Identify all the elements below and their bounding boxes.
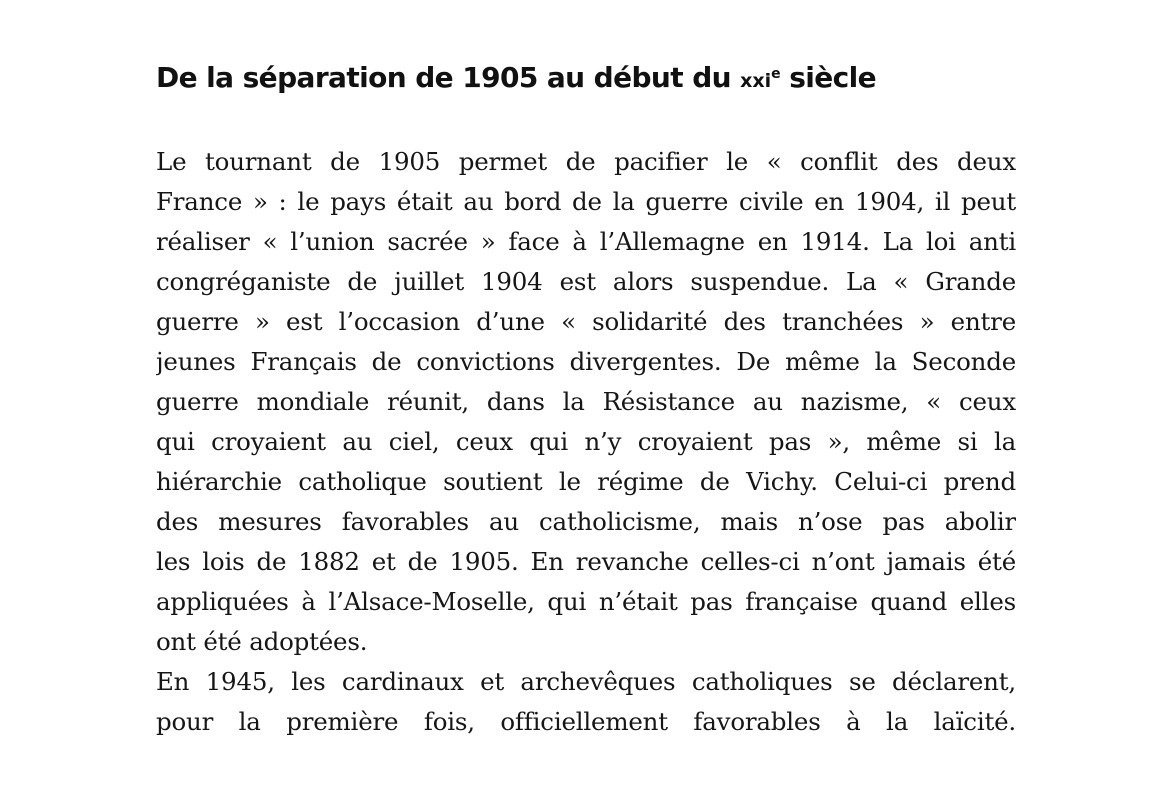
text-line: France » : le pays était au bord de la guerre civile en 1904, il peut — [156, 187, 1016, 216]
text-line: pour la première fois, officiellement favorables à la laïcité. — [156, 707, 1016, 736]
text-line: hiérarchie catholique soutient le régime de Vichy. Celui-ci prend — [156, 467, 1016, 496]
heading-text-after: siècle — [780, 61, 877, 94]
paragraph-2 — [156, 662, 1016, 742]
text-line: des mesures favorables au catholicisme, mais n’ose pas abolir — [156, 507, 1016, 536]
body-text — [156, 142, 1016, 742]
text-line: appliquées à l’Alsace-Moselle, qui n’était pas française quand elles — [156, 587, 1016, 616]
text-line: ont été adoptées. — [156, 627, 368, 656]
text-line: congréganiste de juillet 1904 est alors suspendue. La « Grande — [156, 267, 1016, 296]
heading-text-before: De la séparation de 1905 au début du — [156, 61, 741, 94]
text-line: jeunes Français de convictions divergentes. De même la Seconde — [156, 347, 1016, 376]
text-line: guerre » est l’occasion d’une « solidarité des tranchées » entre — [156, 307, 1016, 336]
text-line: guerre mondiale réunit, dans la Résistance au nazisme, « ceux — [156, 387, 1016, 416]
paragraph-1 — [156, 142, 1016, 662]
text-line: les lois de 1882 et de 1905. En revanche celles-ci n’ont jamais été — [156, 547, 1016, 576]
heading-century-suffix: e — [771, 66, 781, 82]
section-heading — [156, 58, 1056, 101]
text-line: qui croyaient au ciel, ceux qui n’y croyaient pas », même si la — [156, 427, 1016, 456]
heading-century: xxi — [740, 70, 772, 92]
text-line: En 1945, les cardinaux et archevêques catholiques se déclarent, — [156, 667, 1016, 696]
text-line: réaliser « l’union sacrée » face à l’Allemagne en 1914. La loi anti — [156, 227, 1016, 256]
text-line: Le tournant de 1905 permet de pacifier le « conflit des deux — [156, 147, 1016, 176]
